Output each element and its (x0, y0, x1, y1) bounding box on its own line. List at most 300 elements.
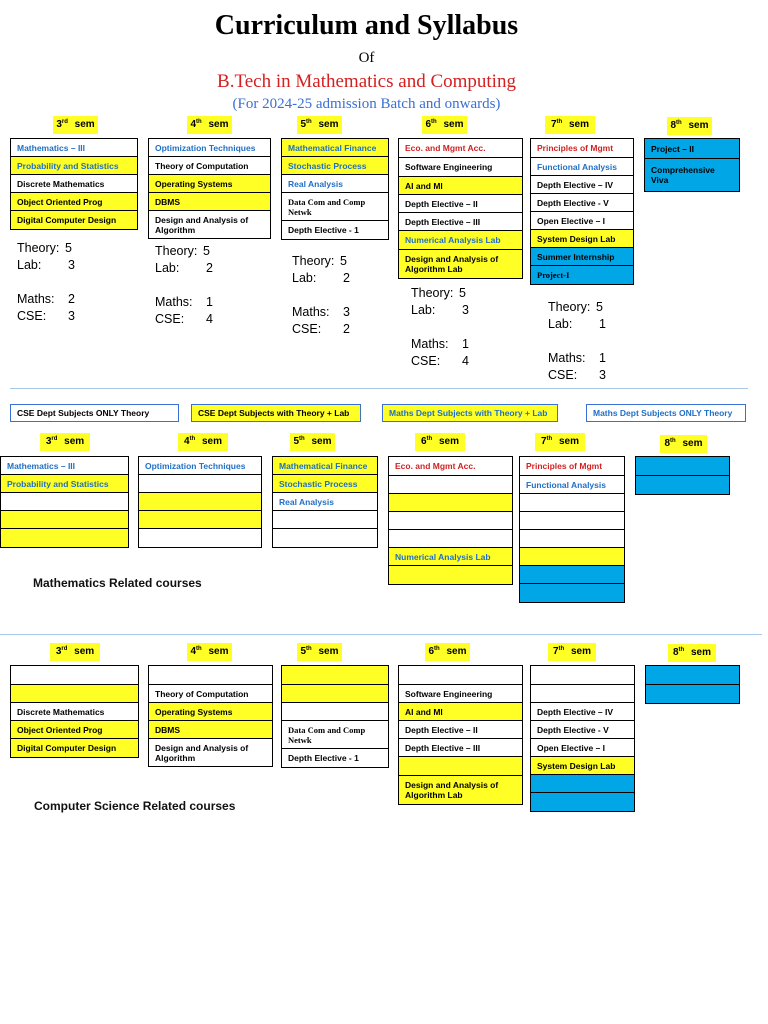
course-column (138, 456, 262, 548)
cse-label: CSE: (292, 322, 322, 336)
lab-value: 1 (599, 317, 606, 331)
semester-word: sem (685, 120, 709, 131)
course-cell (139, 529, 261, 547)
semester-number: 4 (183, 436, 190, 447)
course-name: Depth Elective - V (537, 724, 609, 735)
course-cell (282, 175, 388, 193)
maths-value: 1 (206, 295, 213, 309)
course-name: Design and Analysis of Algorithm Lab (405, 780, 499, 800)
course-cell (646, 666, 739, 685)
semester-word: sem (679, 438, 703, 449)
cse-count-row (411, 353, 469, 370)
course-name: Data Com and Comp Netwk (288, 196, 366, 217)
semester-word: sem (568, 646, 592, 657)
lab-value: 2 (343, 271, 350, 285)
legend-item: Maths Dept Subjects with Theory + Lab (382, 404, 558, 422)
course-name: Real Analysis (279, 496, 334, 507)
course-cell (273, 529, 377, 547)
semester-word: sem (688, 647, 712, 658)
course-name: Probability and Statistics (17, 160, 119, 171)
course-cell (531, 775, 634, 793)
semester-word: sem (436, 436, 460, 447)
course-cell (1, 529, 128, 547)
course-name: System Design Lab (537, 233, 616, 244)
course-cell (520, 476, 624, 494)
course-name: Numerical Analysis Lab (395, 551, 491, 562)
semester-stats (17, 240, 75, 325)
maths-label: Maths: (548, 351, 586, 365)
course-cell (399, 139, 522, 158)
semester-label (668, 644, 716, 662)
maths-label: Maths: (17, 292, 55, 306)
lab-value: 2 (206, 261, 213, 275)
course-column (388, 456, 513, 585)
course-name: Probability and Statistics (7, 478, 109, 489)
course-cell (1, 493, 128, 511)
course-column (398, 665, 523, 805)
course-cell (399, 195, 522, 213)
course-name: Comprehensive Viva (651, 165, 715, 185)
course-cell (282, 139, 388, 157)
course-column (645, 665, 740, 704)
maths-count-row (411, 336, 469, 353)
course-cell (389, 476, 512, 494)
lab-count-row (17, 257, 75, 274)
course-name: Software Engineering (405, 688, 493, 699)
course-name: Depth Elective - 1 (288, 753, 359, 763)
course-cell (646, 685, 739, 703)
semester-label (187, 643, 232, 661)
maths-label: Maths: (292, 305, 330, 319)
semester-word: sem (308, 436, 332, 447)
course-cell (399, 666, 522, 685)
course-cell (11, 139, 137, 157)
semester-label (415, 433, 465, 451)
course-cell (282, 157, 388, 175)
course-cell (273, 475, 377, 493)
course-name: Optimization Techniques (145, 460, 246, 471)
semester-label (297, 116, 342, 134)
stats-gap (292, 287, 350, 304)
semester-suffix: th (196, 646, 202, 652)
course-cell (636, 476, 729, 494)
course-cell (399, 177, 522, 195)
course-cell (520, 457, 624, 476)
course-name: Project-I (537, 270, 570, 280)
course-cell (389, 512, 512, 530)
course-cell (139, 511, 261, 529)
course-cell (520, 530, 624, 548)
semester-number: 8 (672, 647, 679, 658)
course-name: DBMS (155, 196, 181, 207)
lab-value: 3 (462, 303, 469, 317)
maths-label: Maths: (411, 337, 449, 351)
theory-count-row (292, 253, 350, 270)
semester-label (548, 643, 596, 661)
course-name: Open Elective – I (537, 215, 606, 226)
course-cell (520, 566, 624, 584)
semester-number: 3 (56, 119, 62, 130)
semester-word: sem (199, 436, 223, 447)
maths-count-row (292, 304, 350, 321)
course-cell (531, 176, 633, 194)
legend-item: CSE Dept Subjects with Theory + Lab (191, 404, 361, 422)
course-name: Discrete Mathematics (17, 178, 105, 189)
course-cell (149, 666, 272, 685)
course-name: Numerical Analysis Lab (405, 235, 501, 245)
semester-label (545, 116, 595, 134)
course-cell (11, 193, 137, 211)
course-name: Project – II (651, 143, 694, 154)
course-cell (531, 703, 634, 721)
lab-label: Lab: (17, 258, 42, 272)
cse-count-row (155, 311, 213, 328)
course-name: Depth Elective – IV (537, 179, 614, 190)
maths-value: 3 (343, 305, 350, 319)
course-name: AI and Ml (405, 706, 443, 717)
course-cell (389, 530, 512, 548)
cse-label: CSE: (155, 312, 185, 326)
course-name: Depth Elective – III (405, 742, 481, 753)
course-name: Depth Elective - V (537, 197, 609, 208)
course-column (281, 665, 389, 768)
course-name: Principles of Mgmt (526, 461, 603, 471)
course-name: Depth Elective – II (405, 198, 478, 209)
semester-suffix: rd (61, 119, 68, 125)
course-name: Eco. and Mgmt Acc. (405, 143, 486, 153)
divider-1 (10, 388, 748, 389)
stats-gap (155, 277, 213, 294)
cse-value: 4 (206, 312, 213, 326)
course-column (148, 138, 271, 239)
semester-suffix: th (196, 119, 202, 125)
maths-count-row (155, 294, 213, 311)
course-column (635, 456, 730, 495)
cse-count-row (17, 308, 75, 325)
theory-value: 5 (340, 254, 347, 268)
course-name: Operating Systems (155, 706, 233, 717)
course-cell (636, 457, 729, 476)
course-cell (273, 493, 377, 511)
course-name: Theory of Computation (155, 688, 249, 699)
course-name: Depth Elective - 1 (288, 225, 359, 235)
course-cell (531, 230, 633, 248)
course-cell (282, 721, 388, 749)
course-cell (273, 457, 377, 475)
course-name: Real Analysis (288, 178, 343, 189)
maths-count-row (17, 291, 75, 308)
semester-word: sem (443, 646, 467, 657)
course-name: Digital Computer Design (17, 215, 117, 225)
cse-count-row (292, 321, 350, 338)
course-name: Mathematical Finance (288, 142, 377, 153)
lab-count-row (155, 260, 213, 277)
course-name: Optimization Techniques (155, 142, 256, 153)
theory-label: Theory: (155, 244, 198, 258)
semester-word: sem (61, 436, 85, 447)
semester-number: 4 (190, 646, 197, 657)
course-name: System Design Lab (537, 760, 616, 771)
course-column (0, 456, 129, 548)
course-name: Principles of Mgmt (537, 143, 614, 153)
course-cell (149, 685, 272, 703)
course-cell (399, 703, 522, 721)
subtitle-of: Of (358, 50, 375, 66)
course-name: Eco. and Mgmt Acc. (395, 461, 476, 471)
semester-word: sem (440, 119, 464, 130)
course-name: Design and Analysis of Algorithm (155, 742, 249, 763)
semester-suffix: th (556, 119, 563, 125)
lab-label: Lab: (411, 303, 436, 317)
course-cell (139, 493, 261, 511)
course-cell (149, 721, 272, 739)
stats-gap (411, 319, 469, 336)
semester-number: 6 (428, 646, 435, 657)
semester-suffix: th (558, 646, 565, 652)
cse-value: 3 (68, 309, 75, 323)
course-cell (11, 739, 138, 757)
lab-label: Lab: (155, 261, 180, 275)
course-cell (11, 211, 137, 229)
semester-number: 7 (552, 646, 559, 657)
course-cell (645, 139, 739, 159)
legend-item: CSE Dept Subjects ONLY Theory (10, 404, 179, 422)
page-title: Curriculum and Syllabus (214, 10, 519, 41)
semester-word: sem (205, 119, 229, 130)
semester-number: 5 (300, 119, 307, 130)
course-column (398, 138, 523, 279)
course-cell (149, 703, 272, 721)
course-cell (399, 739, 522, 757)
stats-gap (17, 274, 75, 291)
cse-label: CSE: (17, 309, 47, 323)
semester-label (660, 435, 707, 453)
course-column (10, 138, 138, 230)
course-name: Depth Elective – II (405, 724, 478, 735)
course-cell (149, 139, 270, 157)
semester-suffix: th (434, 646, 440, 652)
semester-label (535, 433, 585, 451)
course-cell (531, 194, 633, 212)
course-name: Mathematical Finance (279, 460, 368, 471)
semester-number: 8 (664, 438, 671, 449)
course-name: Operating Systems (155, 178, 233, 189)
lab-value: 3 (68, 258, 75, 272)
course-cell (282, 221, 388, 239)
course-name: AI and Ml (405, 180, 443, 191)
theory-count-row (411, 285, 469, 302)
theory-count-row (17, 240, 75, 257)
theory-label: Theory: (292, 254, 335, 268)
cse-label: CSE: (411, 354, 441, 368)
course-column (519, 456, 625, 603)
semester-number: 7 (540, 436, 547, 447)
course-cell (520, 584, 624, 602)
semester-suffix: th (189, 436, 196, 442)
course-cell (149, 211, 270, 238)
semester-label (667, 117, 712, 135)
course-name: Depth Elective – IV (537, 706, 614, 717)
theory-count-row (548, 299, 606, 316)
batch-note: (For 2024-25 admission Batch and onwards) (232, 96, 501, 112)
course-cell (282, 703, 388, 721)
theory-value: 5 (65, 241, 72, 255)
semester-word: sem (205, 646, 229, 657)
legend-item: Maths Dept Subjects ONLY Theory (586, 404, 746, 422)
maths-value: 2 (68, 292, 75, 306)
course-name: Summer Internship (537, 251, 615, 262)
section-caption: Mathematics Related courses (33, 576, 202, 590)
course-name: Object Oriented Prog (17, 196, 103, 207)
cse-label: CSE: (548, 368, 578, 382)
course-column (530, 665, 635, 812)
course-cell (1, 511, 128, 529)
semester-suffix: th (299, 436, 305, 442)
maths-label: Maths: (155, 295, 193, 309)
semester-suffix: th (306, 119, 312, 125)
course-name: Design and Analysis of Algorithm (155, 214, 249, 235)
semester-word: sem (315, 119, 339, 130)
lab-label: Lab: (292, 271, 317, 285)
course-cell (139, 457, 261, 475)
course-name: Stochastic Process (279, 478, 358, 489)
theory-count-row (155, 243, 213, 260)
course-cell (11, 666, 138, 685)
semester-number: 6 (425, 119, 432, 130)
semester-number: 5 (300, 646, 307, 657)
lab-count-row (548, 316, 606, 333)
course-name: Theory of Computation (155, 160, 249, 171)
lab-count-row (292, 270, 350, 287)
course-cell (389, 548, 512, 566)
semester-suffix: rd (61, 646, 68, 652)
course-column (530, 138, 634, 285)
semester-word: sem (566, 119, 590, 130)
course-cell (531, 212, 633, 230)
semester-suffix: th (546, 436, 553, 442)
course-cell (531, 158, 633, 176)
section-caption: Computer Science Related courses (34, 799, 236, 813)
course-name: Stochastic Process (288, 160, 367, 171)
course-name: Mathematics – III (17, 142, 86, 153)
course-cell (399, 721, 522, 739)
course-cell (11, 685, 138, 703)
course-column (281, 138, 389, 240)
course-cell (282, 749, 388, 767)
course-cell (389, 494, 512, 512)
course-cell (149, 157, 270, 175)
semester-label (40, 433, 90, 451)
semester-label (422, 116, 467, 134)
semester-label (425, 643, 470, 661)
course-cell (149, 193, 270, 211)
semester-label (297, 643, 342, 661)
semester-suffix: th (306, 646, 312, 652)
course-cell (399, 685, 522, 703)
theory-label: Theory: (17, 241, 60, 255)
course-cell (389, 566, 512, 584)
course-cell (11, 175, 137, 193)
course-cell (531, 248, 633, 266)
course-cell (282, 193, 388, 221)
course-name: Mathematics – III (7, 460, 76, 471)
course-cell (645, 159, 739, 191)
semester-suffix: th (678, 647, 685, 653)
course-cell (520, 494, 624, 512)
course-cell (11, 721, 138, 739)
semester-suffix: th (670, 438, 676, 444)
maths-count-row (548, 350, 606, 367)
semester-word: sem (71, 646, 95, 657)
semester-stats (548, 299, 606, 384)
theory-value: 5 (459, 286, 466, 300)
semester-number: 3 (55, 646, 62, 657)
course-name: DBMS (155, 724, 181, 735)
cse-value: 4 (462, 354, 469, 368)
course-name: Functional Analysis (537, 161, 617, 172)
semester-number: 4 (190, 119, 197, 130)
course-name: Software Engineering (405, 162, 493, 172)
course-cell (139, 475, 261, 493)
maths-value: 1 (599, 351, 606, 365)
course-cell (399, 757, 522, 776)
semester-stats (292, 253, 350, 338)
course-cell (531, 685, 634, 703)
course-name: Open Elective – I (537, 742, 606, 753)
lab-label: Lab: (548, 317, 573, 331)
course-name: Data Com and Comp Netwk (288, 724, 366, 745)
semester-stats (411, 285, 469, 370)
semester-number: 8 (670, 120, 677, 131)
theory-label: Theory: (548, 300, 591, 314)
course-cell (531, 139, 633, 158)
semester-label (187, 116, 232, 134)
semester-suffix: th (426, 436, 433, 442)
course-column (148, 665, 273, 767)
semester-label (178, 433, 228, 451)
course-cell (531, 721, 634, 739)
course-name: Depth Elective – III (405, 216, 481, 227)
course-name: Object Oriented Prog (17, 724, 103, 735)
semester-number: 6 (420, 436, 427, 447)
course-name: Functional Analysis (526, 479, 606, 490)
semester-label (290, 433, 335, 451)
course-cell (531, 757, 634, 775)
semester-number: 7 (550, 119, 557, 130)
course-cell (1, 457, 128, 475)
semester-label (50, 643, 100, 661)
semester-word: sem (315, 646, 339, 657)
maths-value: 1 (462, 337, 469, 351)
theory-label: Theory: (411, 286, 454, 300)
course-column (644, 138, 740, 192)
course-name: Design and Analysis of Algorithm Lab (405, 254, 499, 274)
course-cell (149, 175, 270, 193)
course-cell (531, 666, 634, 685)
course-cell (399, 776, 522, 804)
cse-value: 3 (599, 368, 606, 382)
course-name: Digital Computer Design (17, 743, 117, 753)
course-cell (389, 457, 512, 476)
course-cell (273, 511, 377, 529)
theory-value: 5 (596, 300, 603, 314)
theory-value: 5 (203, 244, 210, 258)
course-cell (520, 512, 624, 530)
divider-2 (0, 634, 762, 635)
semester-number: 5 (293, 436, 300, 447)
course-cell (531, 266, 633, 284)
semester-label (53, 116, 98, 134)
